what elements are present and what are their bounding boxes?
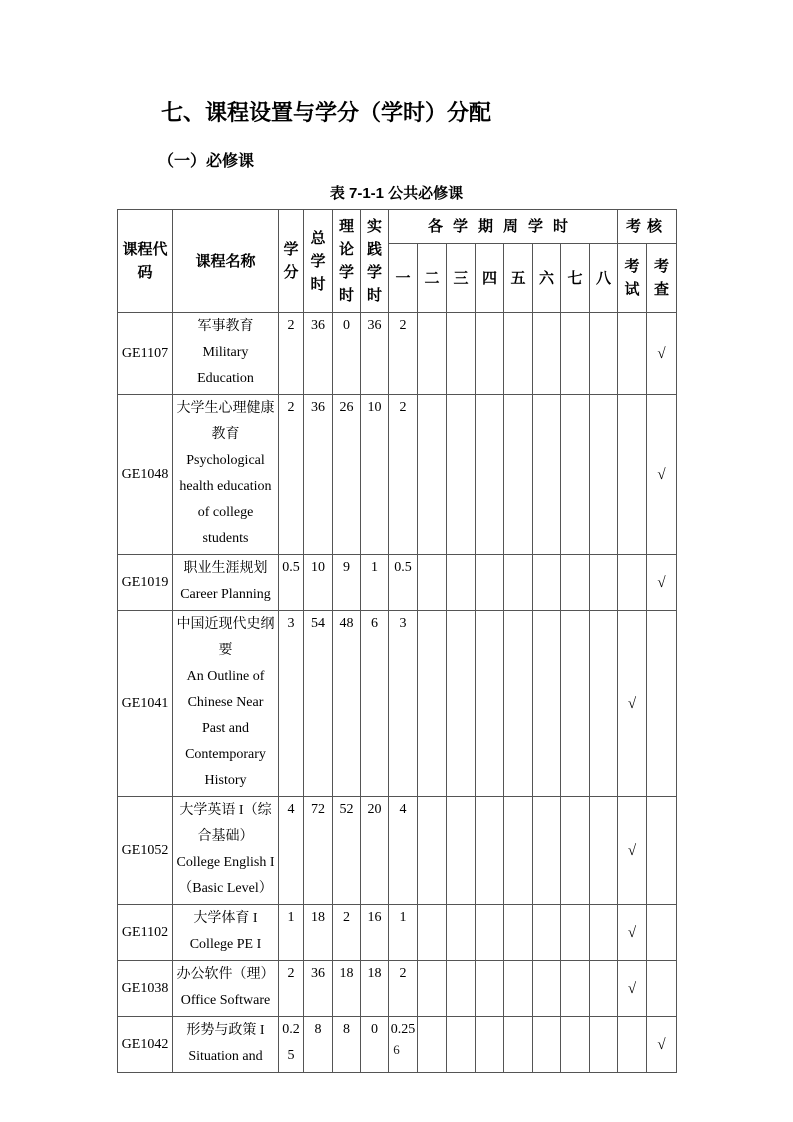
semester-5-hours-cell [504, 905, 533, 961]
semester-7-hours-cell [561, 905, 590, 961]
semester-3-hours-cell [447, 961, 476, 1017]
header-credit: 学分 [279, 210, 304, 313]
credit-cell: 4 [279, 797, 304, 905]
inspect-mark-cell [647, 961, 677, 1017]
semester-7-hours-cell [561, 555, 590, 611]
header-semester-4: 四 [476, 244, 504, 313]
course-name-zh: 形势与政策 I [186, 1023, 265, 1038]
semester-2-hours-cell [418, 555, 447, 611]
exam-mark-cell: √ [618, 961, 647, 1017]
semester-5-hours-cell [504, 555, 533, 611]
header-semester-3: 三 [447, 244, 476, 313]
course-name-zh: 办公软件（理） [176, 967, 275, 982]
course-name-cell [173, 611, 279, 797]
course-name-zh: 大学体育 I [193, 911, 258, 926]
semester-3-hours-cell [447, 905, 476, 961]
page-number: 6 [393, 1042, 400, 1057]
header-practice-hours: 实践学时 [361, 210, 389, 313]
practice-hours-cell: 1 [361, 555, 389, 611]
theory-hours-cell: 9 [333, 555, 361, 611]
header-total-hours: 总学时 [304, 210, 333, 313]
semester-4-hours-cell [476, 313, 504, 395]
exam-mark-cell [618, 555, 647, 611]
semester-6-hours-cell [533, 905, 561, 961]
semester-6-hours-cell [533, 555, 561, 611]
semester-7-hours-cell [561, 797, 590, 905]
course-code-cell: GE1048 [118, 395, 173, 555]
practice-hours-cell: 10 [361, 395, 389, 555]
semester-8-hours-cell [590, 611, 618, 797]
semester-4-hours-cell [476, 797, 504, 905]
total-hours-cell: 36 [304, 961, 333, 1017]
semester-6-hours-cell [533, 797, 561, 905]
header-semester-5: 五 [504, 244, 533, 313]
course-name-zh: 中国近现代史纲要 [176, 617, 275, 658]
inspect-mark-cell: √ [647, 555, 677, 611]
semester-2-hours-cell [418, 611, 447, 797]
course-code-cell: GE1019 [118, 555, 173, 611]
semester-1-hours-cell: 1 [389, 905, 418, 961]
course-name-zh: 大学生心理健康教育 [176, 401, 275, 442]
semester-8-hours-cell [590, 797, 618, 905]
course-code-cell: GE1038 [118, 961, 173, 1017]
course-table-body [118, 313, 677, 1073]
semester-3-hours-cell [447, 611, 476, 797]
total-hours-cell: 72 [304, 797, 333, 905]
exam-mark-cell [618, 313, 647, 395]
header-assessment-group: 考核 [618, 210, 677, 244]
course-code-cell: GE1102 [118, 905, 173, 961]
semester-7-hours-cell [561, 611, 590, 797]
course-name-en: Career Planning [180, 587, 271, 602]
inspect-mark-cell: √ [647, 395, 677, 555]
semester-1-hours-cell: 0.5 [389, 555, 418, 611]
header-theory-hours: 理论学时 [333, 210, 361, 313]
semester-2-hours-cell [418, 313, 447, 395]
semester-6-hours-cell [533, 961, 561, 1017]
header-exam: 考试 [618, 244, 647, 313]
semester-5-hours-cell [504, 961, 533, 1017]
theory-hours-cell: 8 [333, 1017, 361, 1073]
semester-1-hours-cell: 3 [389, 611, 418, 797]
course-name-zh: 职业生涯规划 [183, 561, 268, 576]
course-name-en: Military Education [197, 345, 254, 386]
course-name-en: College English I（Basic Level） [176, 855, 275, 896]
practice-hours-cell: 0 [361, 1017, 389, 1073]
table-row [118, 961, 677, 1017]
credit-cell: 0.25 [279, 1017, 304, 1073]
credit-cell: 0.5 [279, 555, 304, 611]
practice-hours-cell: 36 [361, 313, 389, 395]
table-row [118, 797, 677, 905]
total-hours-cell: 36 [304, 395, 333, 555]
credit-cell: 2 [279, 313, 304, 395]
total-hours-cell: 36 [304, 313, 333, 395]
exam-mark-cell [618, 395, 647, 555]
section-heading: （一）必修课 [158, 153, 255, 170]
table-row [118, 905, 677, 961]
inspect-mark-cell: √ [647, 313, 677, 395]
semester-7-hours-cell [561, 395, 590, 555]
semester-7-hours-cell [561, 961, 590, 1017]
course-name-cell [173, 395, 279, 555]
course-name-en: College PE I [189, 937, 262, 952]
practice-hours-cell: 16 [361, 905, 389, 961]
credit-cell: 1 [279, 905, 304, 961]
semester-7-hours-cell [561, 313, 590, 395]
header-inspect: 考查 [647, 244, 677, 313]
table-row [118, 555, 677, 611]
semester-8-hours-cell [590, 961, 618, 1017]
credit-cell: 2 [279, 395, 304, 555]
total-hours-cell: 54 [304, 611, 333, 797]
semester-4-hours-cell [476, 961, 504, 1017]
semester-8-hours-cell [590, 313, 618, 395]
practice-hours-cell: 6 [361, 611, 389, 797]
semester-1-hours-cell: 2 [389, 313, 418, 395]
total-hours-cell: 10 [304, 555, 333, 611]
semester-3-hours-cell [447, 395, 476, 555]
semester-5-hours-cell [504, 797, 533, 905]
theory-hours-cell: 0 [333, 313, 361, 395]
semester-3-hours-cell [447, 313, 476, 395]
semester-5-hours-cell [504, 395, 533, 555]
exam-mark-cell: √ [618, 797, 647, 905]
semester-2-hours-cell [418, 905, 447, 961]
course-name-en: Psychological health education of college students [179, 453, 272, 546]
table-row [118, 313, 677, 395]
semester-8-hours-cell [590, 905, 618, 961]
course-name-zh: 军事教育 [197, 319, 254, 334]
semester-6-hours-cell [533, 611, 561, 797]
practice-hours-cell: 20 [361, 797, 389, 905]
inspect-mark-cell [647, 611, 677, 797]
course-name-cell [173, 555, 279, 611]
semester-2-hours-cell [418, 797, 447, 905]
theory-hours-cell: 2 [333, 905, 361, 961]
semester-2-hours-cell [418, 961, 447, 1017]
total-hours-cell: 8 [304, 1017, 333, 1073]
semester-4-hours-cell [476, 555, 504, 611]
semester-2-hours-cell [418, 395, 447, 555]
semester-3-hours-cell [447, 797, 476, 905]
page-title: 七、课程设置与学分（学时）分配 [161, 100, 492, 125]
theory-hours-cell: 52 [333, 797, 361, 905]
credit-cell: 3 [279, 611, 304, 797]
course-name-zh: 大学英语 I（综合基础） [179, 803, 272, 844]
header-semester-6: 六 [533, 244, 561, 313]
exam-mark-cell: √ [618, 611, 647, 797]
header-semester-1: 一 [389, 244, 418, 313]
theory-hours-cell: 18 [333, 961, 361, 1017]
course-name-cell [173, 961, 279, 1017]
semester-4-hours-cell [476, 611, 504, 797]
inspect-mark-cell: √ [647, 1017, 677, 1073]
semester-6-hours-cell [533, 395, 561, 555]
practice-hours-cell: 18 [361, 961, 389, 1017]
semester-1-hours-cell: 2 [389, 395, 418, 555]
course-name-en: Office Software [180, 993, 271, 1008]
course-code-cell: GE1041 [118, 611, 173, 797]
semester-5-hours-cell [504, 611, 533, 797]
header-semester-8: 八 [590, 244, 618, 313]
table-caption: 表 7-1-1 公共必修课 [329, 185, 464, 202]
semester-4-hours-cell [476, 395, 504, 555]
semester-3-hours-cell [447, 555, 476, 611]
total-hours-cell: 18 [304, 905, 333, 961]
semester-8-hours-cell [590, 395, 618, 555]
course-name-cell [173, 313, 279, 395]
header-semester-group: 各学期周学时 [389, 210, 618, 244]
header-course-code: 课程代码 [118, 210, 173, 313]
semester-1-hours-cell: 2 [389, 961, 418, 1017]
semester-1-hours-cell: 0.25 [389, 1017, 418, 1073]
table-row [118, 395, 677, 555]
course-name-en: Situation and [188, 1049, 263, 1064]
inspect-mark-cell [647, 905, 677, 961]
course-name-cell [173, 797, 279, 905]
credit-cell: 2 [279, 961, 304, 1017]
header-row-top [118, 210, 677, 244]
header-semester-7: 七 [561, 244, 590, 313]
header-semester-2: 二 [418, 244, 447, 313]
course-name-en: An Outline of Chinese Near Past and Contemporary History [185, 669, 266, 788]
inspect-mark-cell [647, 797, 677, 905]
header-course-name: 课程名称 [173, 210, 279, 313]
semester-6-hours-cell [533, 313, 561, 395]
semester-1-hours-cell: 4 [389, 797, 418, 905]
course-code-cell: GE1107 [118, 313, 173, 395]
table-header [118, 210, 677, 313]
table-row [118, 611, 677, 797]
semester-5-hours-cell [504, 313, 533, 395]
semester-8-hours-cell [590, 555, 618, 611]
theory-hours-cell: 26 [333, 395, 361, 555]
exam-mark-cell: √ [618, 905, 647, 961]
semester-4-hours-cell [476, 905, 504, 961]
course-name-cell [173, 905, 279, 961]
required-courses-table [117, 209, 677, 1073]
course-code-cell: GE1042 [118, 1017, 173, 1073]
theory-hours-cell: 48 [333, 611, 361, 797]
course-code-cell: GE1052 [118, 797, 173, 905]
